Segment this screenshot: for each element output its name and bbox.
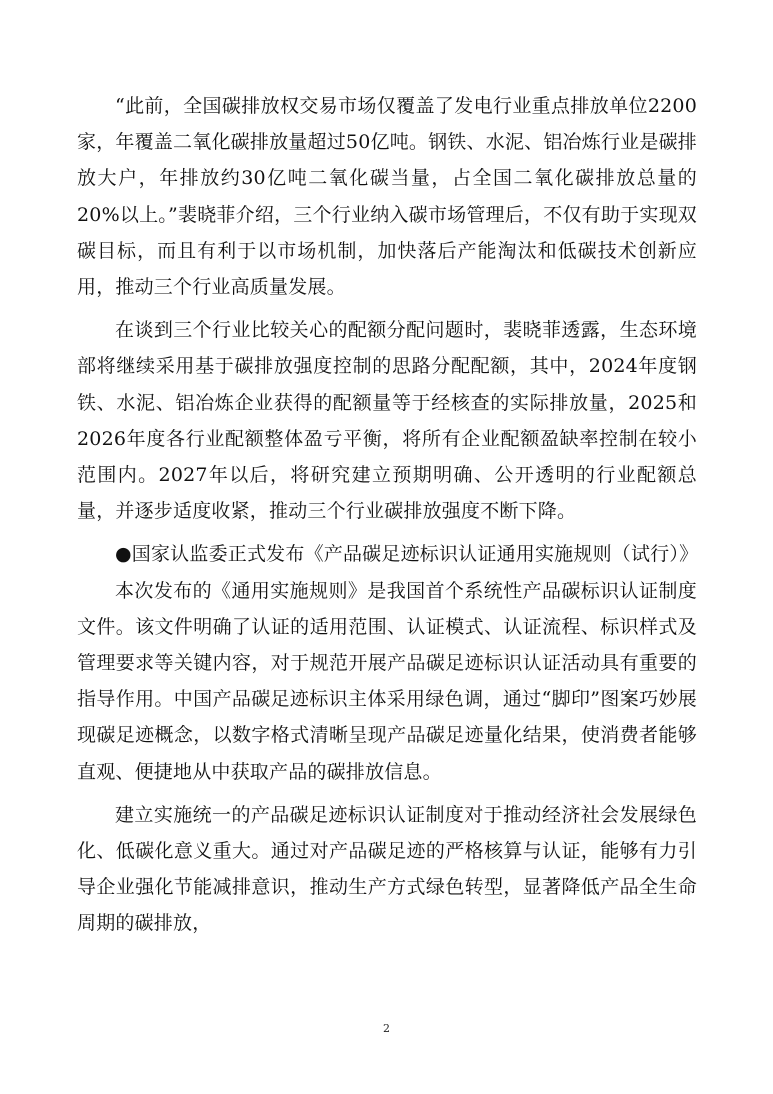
paragraph-gap [77, 790, 697, 797]
paragraph-significance: 建立实施统一的产品碳足迹标识认证制度对于推动经济社会发展绿色化、低碳化意义重大。通过对产品碳足迹的严格核算与认证，能够有力引导企业强化节能减排意识，推动生产方式绿色转型，显著降低产品全生命周期的碳排放， [77, 803, 697, 935]
paragraph-certification-rules: 本次发布的《通用实施规则》是我国首个系统性产品碳标识认证制度文件。该文件明确了认证的适用范围、认证模式、认证流程、标识样式及管理要求等关键内容，对于规范开展产品碳足迹标识认证活动具有重要的指导作用。中国产品碳足迹标识主体采用绿色调，通过“脚印”图案巧妙展现碳足迹概念，以数字格式清晰呈现产品碳足迹量化结果，使消费者能够直观、便捷地从中获取产品的碳排放信息。 [77, 579, 697, 783]
paragraph-quota-allocation: 在谈到三个行业比较关心的配额分配问题时，裴晓菲透露，生态环境部将继续采用基于碳排放强度控制的思路分配配额，其中，2024年度钢铁、水泥、铝冶炼企业获得的配额量等于经核查的实际排放量，2025和2026年度各行业配额整体盈亏平衡，将所有企业配额盈缺率控制在较小范围内。2027年以后，将研究建立预期明确、公开透明的行业配额总量，并逐步适度收紧，推动三个行业碳排放强度不断下降。 [77, 319, 697, 523]
page-number: 2 [383, 1022, 390, 1035]
paragraph-gap [77, 305, 697, 312]
document-body [77, 88, 697, 942]
paragraph-carbon-market-coverage: “此前，全国碳排放权交易市场仅覆盖了发电行业重点排放单位2200家，年覆盖二氧化碳排放量超过50亿吨。钢铁、水泥、铝冶炼行业是碳排放大户，年排放约30亿吨二氧化碳当量，占全国二氧化碳排放总量的20%以上。”裴晓菲介绍，三个行业纳入碳市场管理后，不仅有助于实现双碳目标，而且有利于以市场机制，加快落后产能淘汰和低碳技术创新应用，推动三个行业高质量发展。 [77, 95, 697, 299]
paragraph-gap [77, 529, 697, 536]
section-heading: ●国家认监委正式发布《产品碳足迹标识认证通用实施规则（试行）》 [115, 543, 699, 566]
